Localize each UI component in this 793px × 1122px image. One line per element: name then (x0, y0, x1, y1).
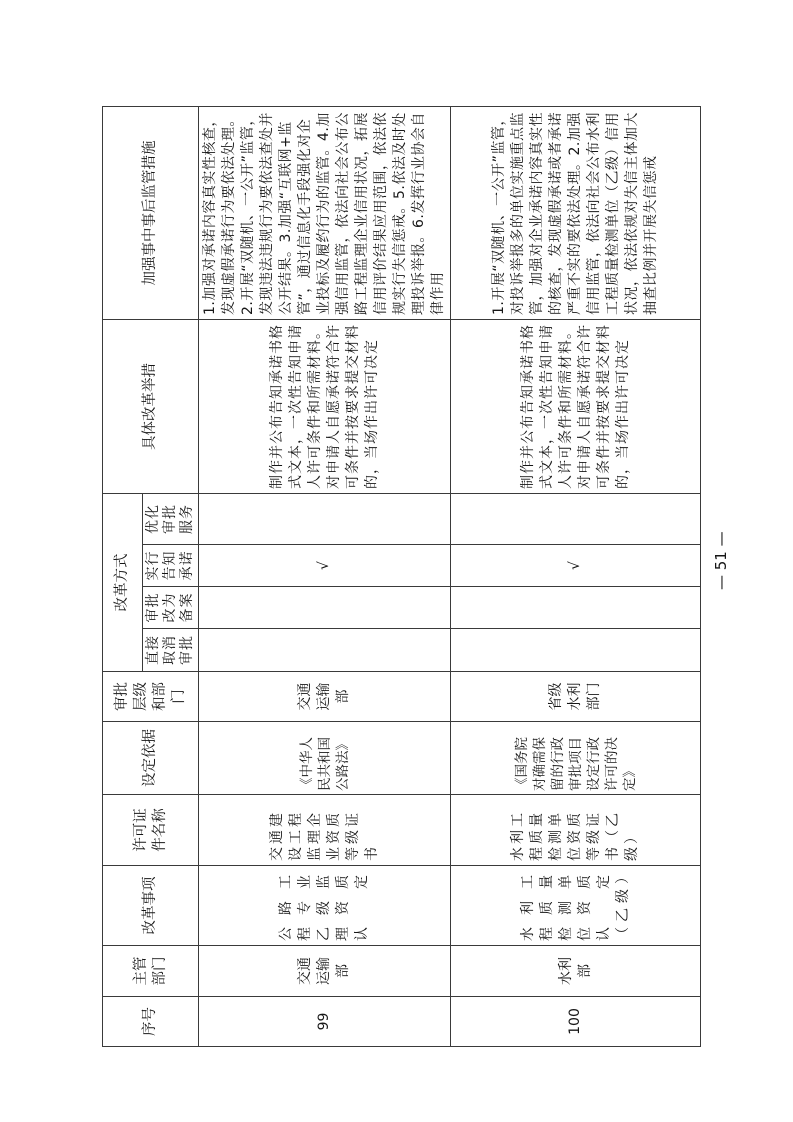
cell-mode-cancel (199, 629, 451, 672)
header-level: 审批层级和部门 (103, 672, 199, 722)
cell-license: 水利工程质量检测单位资质等级证书（乙级） (451, 795, 701, 866)
cell-measures: 制作并公布告知承诺书格式文本，一次性告知申请人许可条件和所需材料。对申请人自愿承诺符合许可条件并按要求提交材料的，当场作出许可决定 (199, 320, 451, 494)
cell-supervision: 1.加强对承诺内容真实性核查，发现虚假承诺行为要依法处理。2.开展“双随机、一公开”监管，发现违法违规行为要依法查处并公开结果。3.加强“互联网+监管”，通过信息化手段强化对企业投标及履约行为的监管。4.加强信用监管，依法向社会公布公路工程监理企业信用状况，拓展信用评价结果应用范围，依法依规实行失信惩戒。5.依法及时处理投诉举报。6.发挥行业协会自律作用 (199, 107, 451, 320)
page-number: — 51 — (712, 531, 730, 590)
cell-mode-promise-check: √ (199, 545, 451, 587)
cell-mode-record (199, 587, 451, 629)
reform-table (102, 106, 701, 1047)
header-basis: 设定依据 (103, 722, 199, 795)
cell-level: 省级水利部门 (451, 672, 701, 722)
header-reform-mode: 改革方式 (103, 494, 143, 672)
header-supervision: 加强事中事后监管措施 (103, 107, 199, 320)
header-row (103, 107, 143, 1047)
cell-mode-promise-check: √ (451, 545, 701, 587)
cell-no: 99 (199, 997, 451, 1047)
cell-item: 水利工程质量检测单位资质认定（乙级） (451, 866, 701, 946)
cell-basis: 《中华人民共和国公路法》 (199, 722, 451, 795)
cell-mode-optimize (199, 494, 451, 545)
header-license: 许可证件名称 (103, 795, 199, 866)
cell-item: 公路工程专业乙级监理资质认定 (199, 866, 451, 946)
cell-license: 交通建设工程监理企业资质等级证书 (199, 795, 451, 866)
header-item: 改革事项 (103, 866, 199, 946)
header-measures: 具体改革举措 (103, 320, 199, 494)
cell-measures: 制作并公布告知承诺书格式文本，一次性告知申请人许可条件和所需材料。对申请人自愿承诺符合许可条件并按要求提交材料的，当场作出许可决定 (451, 320, 701, 494)
cell-mode-optimize (451, 494, 701, 545)
cell-mode-record (451, 587, 701, 629)
header-dept: 主管部门 (103, 946, 199, 997)
cell-dept: 水利部 (451, 946, 701, 997)
header-mode-record: 审批改为备案 (143, 587, 199, 629)
cell-level: 交通运输部 (199, 672, 451, 722)
cell-basis: 《国务院对确需保留的行政审批项目设定行政许可的决定》 (451, 722, 701, 795)
cell-mode-cancel (451, 629, 701, 672)
header-mode-promise: 实行告知承诺 (143, 545, 199, 587)
header-mode-optimize: 优化审批服务 (143, 494, 199, 545)
header-mode-cancel: 直接取消审批 (143, 629, 199, 672)
cell-supervision: 1.开展“双随机、一公开”监管，对投诉举报多的单位实施重点监管，加强对企业承诺内容真实性的核查，发现虚假承诺或者承诺严重不实的要依法处理。2.加强信用监管，依法向社会公布水利工程质量检测单位（乙级）信用状况，依法依规对失信主体加大抽查比例并开展失信惩戒 (451, 107, 701, 320)
rotated-table-wrapper (102, 107, 698, 1047)
table-row (451, 107, 701, 1047)
header-no: 序号 (103, 997, 199, 1047)
cell-dept: 交通运输部 (199, 946, 451, 997)
cell-no: 100 (451, 997, 701, 1047)
table-row (199, 107, 451, 1047)
